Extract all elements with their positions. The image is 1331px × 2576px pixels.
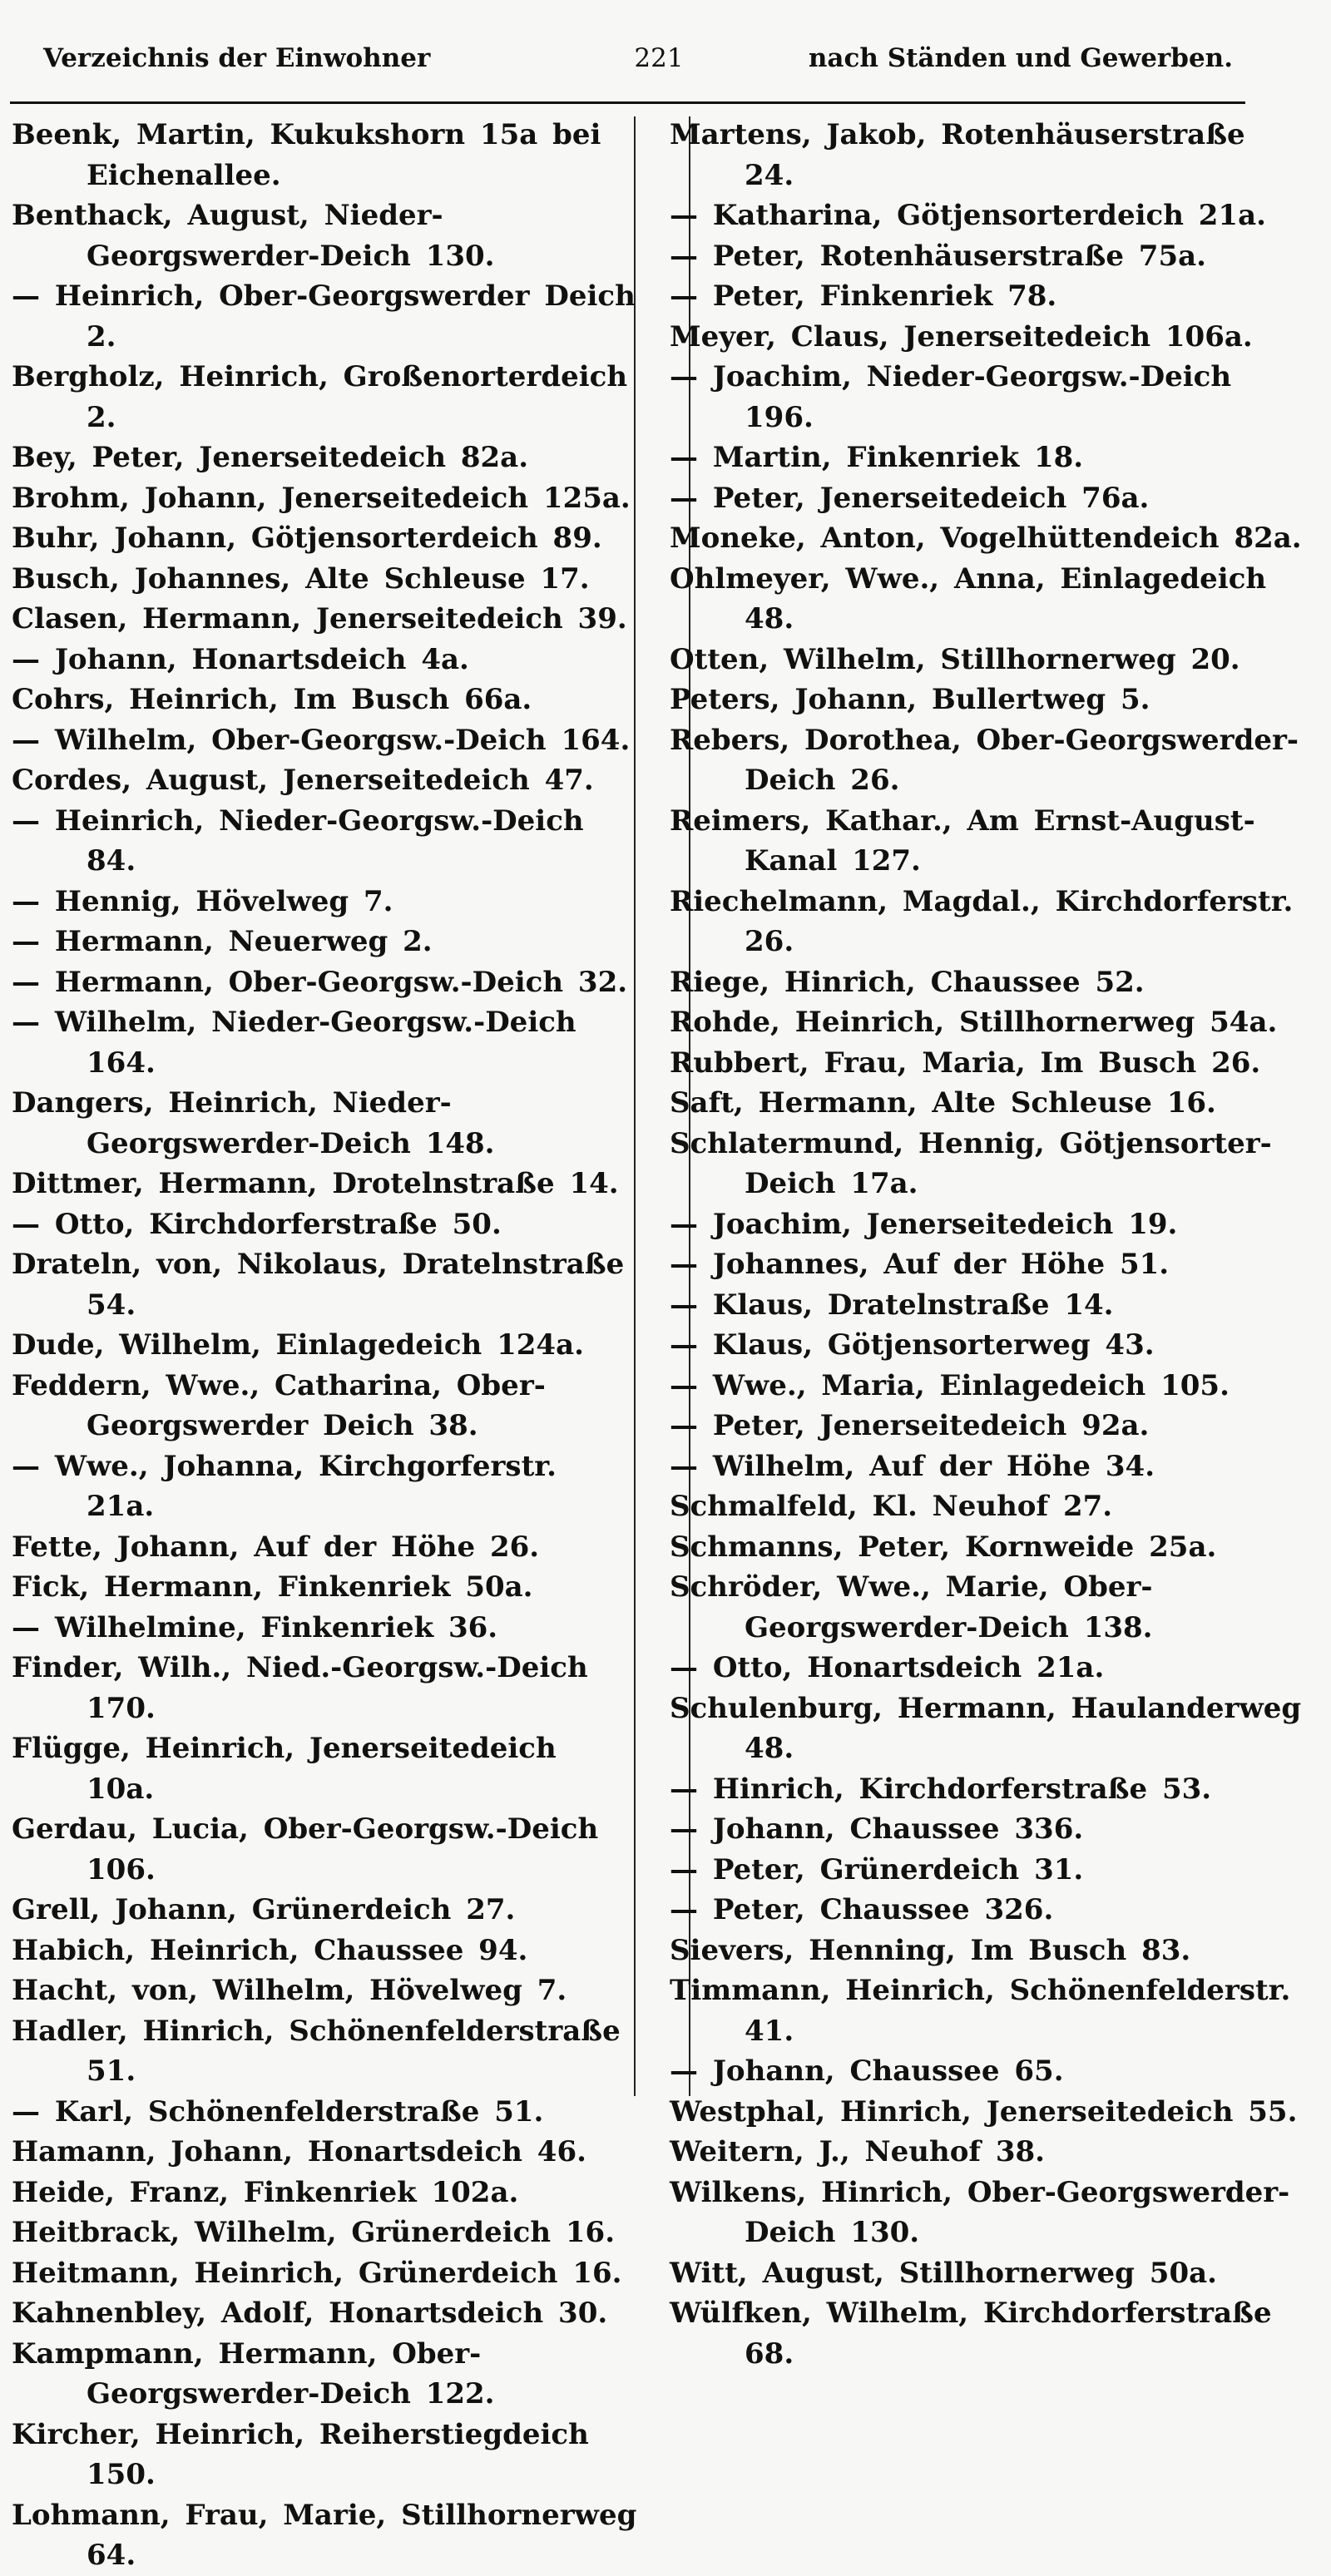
directory-entry: — Katharina, Götjensorterdeich 21a. <box>670 199 1266 232</box>
directory-entry: — Martin, Finkenriek 18. <box>670 441 1084 474</box>
right-column <box>670 115 1302 2374</box>
directory-entry: Clasen, Hermann, Jenerseitedeich 39. <box>12 602 627 635</box>
directory-entry: Beenk, Martin, Kukukshorn 15a bei Eichenallee. <box>12 118 601 192</box>
directory-entry: — Wilhelm, Ober-Georgsw.-Deich 164. <box>12 723 631 757</box>
directory-entry: Hacht, von, Wilhelm, Hövelweg 7. <box>12 1974 567 2007</box>
directory-entry: — Wilhelm, Nieder-Georgsw.-Deich 164. <box>12 1006 576 1080</box>
directory-entry: Schröder, Wwe., Marie, Ober-Georgswerder-Deich 138. <box>670 1570 1153 1644</box>
directory-entry: Dittmer, Hermann, Drotelnstraße 14. <box>12 1167 619 1200</box>
directory-entry: — Wilhelmine, Finkenriek 36. <box>12 1610 498 1644</box>
directory-entry: — Peter, Finkenriek 78. <box>670 279 1057 313</box>
directory-entry: — Hermann, Ober-Georgsw.-Deich 32. <box>12 965 628 999</box>
directory-entry: Feddern, Wwe., Catharina, Ober-Georgswerder Deich 38. <box>12 1368 546 1442</box>
directory-entry: Martens, Jakob, Rotenhäuserstraße 24. <box>670 118 1245 192</box>
directory-entry: Gerdau, Lucia, Ober-Georgsw.-Deich 106. <box>12 1812 599 1886</box>
header-rule <box>10 101 1245 104</box>
directory-entry: Schulenburg, Hermann, Haulanderweg 48. <box>670 1691 1302 1765</box>
directory-entry: Brohm, Johann, Jenerseitedeich 125a. <box>12 481 631 515</box>
directory-entry: — Wwe., Maria, Einlagedeich 105. <box>670 1368 1230 1402</box>
directory-entry: — Otto, Kirchdorferstraße 50. <box>12 1207 502 1241</box>
directory-entry: Otten, Wilhelm, Stillhornerweg 20. <box>670 642 1240 676</box>
directory-entry: Busch, Johannes, Alte Schleuse 17. <box>12 561 590 596</box>
directory-entry: Lohmann, Frau, Marie, Stillhornerweg 64. <box>12 2498 637 2572</box>
directory-entry: — Peter, Jenerseitedeich 92a. <box>670 1409 1150 1442</box>
directory-entry: Rohde, Heinrich, Stillhornerweg 54a. <box>670 1006 1278 1039</box>
directory-entry: Ohlmeyer, Wwe., Anna, Einlagedeich 48. <box>670 561 1267 635</box>
directory-entry: — Peter, Rotenhäuserstraße 75a. <box>670 239 1206 273</box>
directory-entry: — Joachim, Jenerseitedeich 19. <box>670 1207 1178 1241</box>
directory-entry: Bey, Peter, Jenerseitedeich 82a. <box>12 441 529 474</box>
directory-entry: Sievers, Henning, Im Busch 83. <box>670 1933 1191 1967</box>
directory-entry: — Johann, Chaussee 65. <box>670 2054 1064 2088</box>
directory-entry: — Peter, Chaussee 326. <box>670 1893 1054 1926</box>
directory-entry: Riechelmann, Magdal., Kirchdorferstr. 26. <box>670 884 1294 958</box>
directory-entry: Dude, Wilhelm, Einlagedeich 124a. <box>12 1328 584 1362</box>
directory-entry: Witt, August, Stillhornerweg 50a. <box>670 2256 1217 2290</box>
directory-entry: — Johannes, Auf der Höhe 51. <box>670 1248 1170 1281</box>
directory-entry: — Peter, Jenerseitedeich 76a. <box>670 481 1150 515</box>
directory-entry: Rubbert, Frau, Maria, Im Busch 26. <box>670 1046 1261 1080</box>
directory-entry: Westphal, Hinrich, Jenerseitedeich 55. <box>670 2094 1298 2129</box>
directory-entry: — Heinrich, Nieder-Georgsw.-Deich 84. <box>12 803 584 878</box>
directory-entry: Wilkens, Hinrich, Ober-Georgswerder-Deich 130. <box>670 2175 1290 2249</box>
directory-entry: — Hinrich, Kirchdorferstraße 53. <box>670 1772 1212 1806</box>
directory-entry: — Otto, Honartsdeich 21a. <box>670 1651 1105 1684</box>
directory-entry: — Karl, Schönenfelderstraße 51. <box>12 2094 544 2129</box>
directory-entry: Hamann, Johann, Honartsdeich 46. <box>12 2135 586 2168</box>
directory-entry: Bergholz, Heinrich, Großenorterdeich 2. <box>12 360 628 434</box>
directory-entry: Fick, Hermann, Finkenriek 50a. <box>12 1570 533 1604</box>
directory-entry: Heide, Franz, Finkenriek 102a. <box>12 2175 519 2209</box>
directory-entry: Wülfken, Wilhelm, Kirchdorferstraße 68. <box>670 2297 1272 2371</box>
directory-entry: — Wwe., Johanna, Kirchgorferstr. 21a. <box>12 1449 557 1523</box>
directory-entry: Dangers, Heinrich, Nieder-Georgswerder-Deich 148. <box>12 1086 495 1160</box>
directory-entry: — Johann, Honartsdeich 4a. <box>12 642 469 676</box>
directory-entry: Benthack, August, Nieder-Georgswerder-Deich 130. <box>12 199 495 273</box>
directory-entry: Meyer, Claus, Jenerseitedeich 106a. <box>670 319 1253 354</box>
directory-entry: Schlatermund, Hennig, Götjensorter-Deich 17a. <box>670 1126 1272 1200</box>
directory-entry: — Joachim, Nieder-Georgsw.-Deich 196. <box>670 360 1232 434</box>
directory-entry: Peters, Johann, Bullertweg 5. <box>670 683 1150 716</box>
directory-entry: Kahnenbley, Adolf, Honartsdeich 30. <box>12 2297 608 2330</box>
directory-entry: Rebers, Dorothea, Ober-Georgswerder-Deich 26. <box>670 723 1299 797</box>
directory-entry: Cohrs, Heinrich, Im Busch 66a. <box>12 683 532 716</box>
left-column <box>12 115 637 2576</box>
directory-entry: Fette, Johann, Auf der Höhe 26. <box>12 1530 540 1564</box>
directory-entry: Buhr, Johann, Götjensorterdeich 89. <box>12 522 602 555</box>
directory-entry: Heitbrack, Wilhelm, Grünerdeich 16. <box>12 2216 616 2249</box>
directory-entry: Hadler, Hinrich, Schönenfelderstraße 51. <box>12 2014 621 2088</box>
directory-entry: Habich, Heinrich, Chaussee 94. <box>12 1933 528 1967</box>
directory-entry: Schmanns, Peter, Kornweide 25a. <box>670 1530 1217 1564</box>
directory-entry: Moneke, Anton, Vogelhüttendeich 82a. <box>670 522 1302 555</box>
directory-entry: — Johann, Chaussee 336. <box>670 1812 1084 1846</box>
directory-entry: — Hermann, Neuerweg 2. <box>12 925 433 958</box>
page-header <box>43 43 1233 83</box>
header-left: Verzeichnis der Einwohner <box>43 43 431 73</box>
header-right: nach Ständen und Gewerben. <box>808 43 1233 73</box>
directory-entry: — Hennig, Hövelweg 7. <box>12 884 393 918</box>
directory-entry: Saft, Hermann, Alte Schleuse 16. <box>670 1086 1216 1120</box>
directory-entry: Flügge, Heinrich, Jenerseitedeich 10a. <box>12 1732 557 1806</box>
directory-entry: — Wilhelm, Auf der Höhe 34. <box>670 1449 1155 1483</box>
column-divider <box>634 116 636 2096</box>
directory-entry: Schmalfeld, Kl. Neuhof 27. <box>670 1490 1113 1523</box>
directory-entry: Finder, Wilh., Nied.-Georgsw.-Deich 170. <box>12 1651 588 1725</box>
directory-entry: — Heinrich, Ober-Georgswerder Deich 2. <box>12 279 636 354</box>
directory-entry: — Klaus, Dratelnstraße 14. <box>670 1288 1114 1322</box>
directory-entry: Grell, Johann, Grünerdeich 27. <box>12 1893 516 1926</box>
directory-entry: Weitern, J., Neuhof 38. <box>670 2135 1046 2168</box>
directory-entry: Drateln, von, Nikolaus, Dratelnstraße 54. <box>12 1248 625 1322</box>
directory-entry: Cordes, August, Jenerseitedeich 47. <box>12 764 594 797</box>
directory-entry: — Peter, Grünerdeich 31. <box>670 1852 1084 1886</box>
directory-entry: Riege, Hinrich, Chaussee 52. <box>670 965 1145 999</box>
directory-entry: Kircher, Heinrich, Reiherstiegdeich 150. <box>12 2417 589 2491</box>
directory-entry: Heitmann, Heinrich, Grünerdeich 16. <box>12 2256 622 2290</box>
directory-entry: Kampmann, Hermann, Ober-Georgswerder-Deich 122. <box>12 2336 495 2410</box>
directory-entry: Reimers, Kathar., Am Ernst-August-Kanal 127. <box>670 803 1255 878</box>
page-number: 221 <box>634 43 684 73</box>
directory-entry: — Klaus, Götjensorterweg 43. <box>670 1328 1155 1362</box>
directory-entry: Timmann, Heinrich, Schönenfelderstr. 41. <box>670 1974 1291 2048</box>
